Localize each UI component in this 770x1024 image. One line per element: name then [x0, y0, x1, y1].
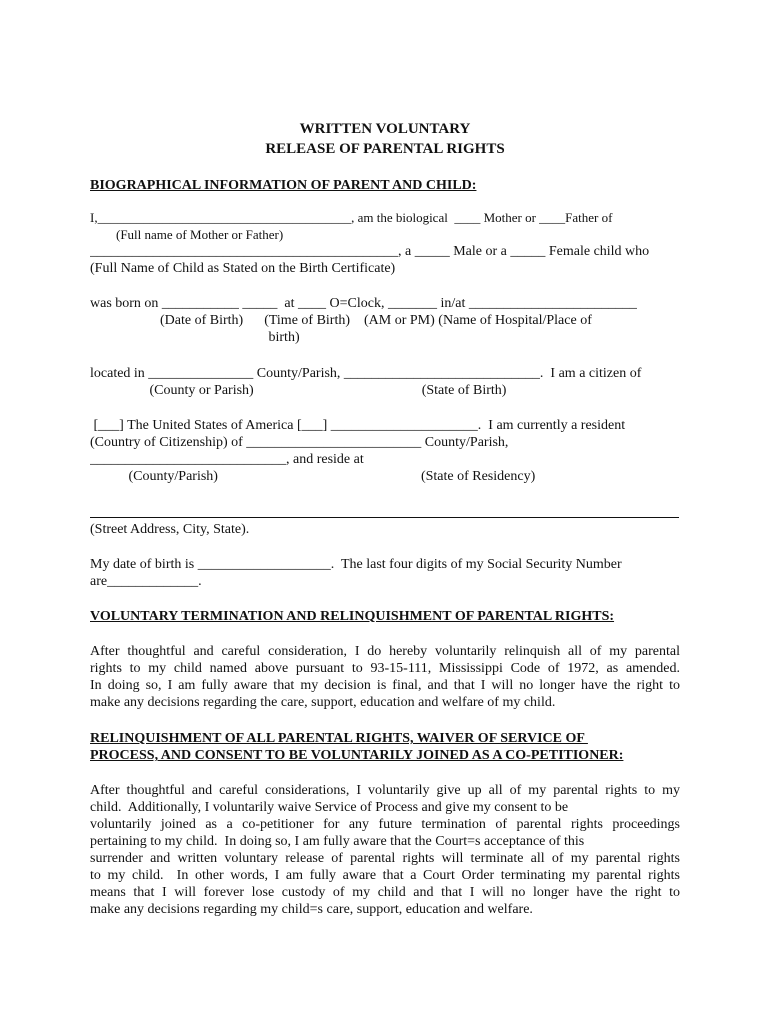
section-heading-biographical: BIOGRAPHICAL INFORMATION OF PARENT AND CHILD: — [90, 178, 477, 193]
termination-paragraph-line: After thoughtful and careful consideration, I do hereby voluntarily relinquish all of my parental — [90, 644, 680, 659]
form-line-residence-county: (Country of Citizenship) of _________________________ County/Parish, — [90, 435, 509, 450]
form-line-date-of-birth: My date of birth is ___________________. The last four digits of my Social Security Number — [90, 557, 622, 572]
section-heading-termination: VOLUNTARY TERMINATION AND RELINQUISHMENT OF PARENTAL RIGHTS: — [90, 609, 615, 624]
form-line-child-name: ____________________________________________, a _____ Male or a _____ Female child who — [90, 244, 650, 259]
form-caption-birth: birth) — [90, 330, 300, 345]
waiver-paragraph-line: child. Additionally, I voluntarily waive Service of Process and give my consent to be — [90, 800, 569, 815]
waiver-paragraph-line: to my child. In other words, I am fully aware that a Court Order terminating my parental rights — [90, 868, 680, 883]
form-caption-residency: (County/Parish) (State of Residency) — [90, 469, 536, 484]
waiver-paragraph-line: After thoughtful and careful considerations, I voluntarily give up all of my parental rights to my — [90, 783, 680, 798]
section-heading-waiver: RELINQUISHMENT OF ALL PARENTAL RIGHTS, WAIVER OF SERVICE OF — [90, 731, 588, 746]
title-line-2: RELEASE OF PARENTAL RIGHTS — [265, 141, 505, 157]
form-line-citizenship: [___] The United States of America [___] _____________________. I am currently a resident — [90, 418, 626, 433]
waiver-paragraph-line: means that I will forever lose custody of my child and that I will no longer have the right to — [90, 885, 680, 900]
form-line-located-in: located in _______________ County/Parish, ____________________________. I am a citizen of — [90, 366, 642, 381]
termination-paragraph-line: make any decisions regarding the care, support, education and welfare of my child. — [90, 695, 556, 710]
form-caption-county-state: (County or Parish) (State of Birth) — [90, 383, 507, 398]
section-heading-waiver-cont: PROCESS, AND CONSENT TO BE VOLUNTARILY JOINED AS A CO-PETITIONER: — [90, 748, 624, 763]
form-caption-street-address: (Street Address, City, State). — [90, 522, 250, 537]
form-line-reside-at: ____________________________, and reside at — [90, 452, 364, 467]
form-line-parent-name: I,_______________________________________, am the biological ____ Mother or ____Father of — [90, 210, 613, 225]
waiver-paragraph-line: pertaining to my child. In doing so, I am fully aware that the Court=s acceptance of this — [90, 834, 585, 849]
form-caption-birth-details: (Date of Birth) (Time of Birth) (AM or PM) (Name of Hospital/Place of — [90, 313, 592, 328]
termination-paragraph-line: rights to my child named above pursuant to 93-15-111, Mississippi Code of 1972, as amended. — [90, 661, 680, 676]
form-line-born-on: was born on ___________ _____ at ____ O=Clock, _______ in/at ________________________ — [90, 296, 637, 311]
waiver-paragraph-line: voluntarily joined as a co-petitioner for any future termination of parental rights proceedings — [90, 817, 680, 832]
waiver-paragraph-line: surrender and written voluntary release of parental rights will terminate all of my parental rights — [90, 851, 680, 866]
waiver-paragraph-line: make any decisions regarding my child=s care, support, education and welfare. — [90, 902, 533, 917]
form-caption-parent-name: (Full name of Mother or Father) — [90, 227, 284, 242]
form-line-ssn-digits: are_____________. — [90, 574, 202, 589]
termination-paragraph-line: In doing so, I am fully aware that my decision is final, and that I will no longer have the right to — [90, 678, 680, 693]
title-line-1: WRITTEN VOLUNTARY — [299, 121, 471, 137]
form-caption-child-name: (Full Name of Child as Stated on the Birth Certificate) — [90, 261, 396, 276]
street-address-line — [90, 517, 679, 518]
